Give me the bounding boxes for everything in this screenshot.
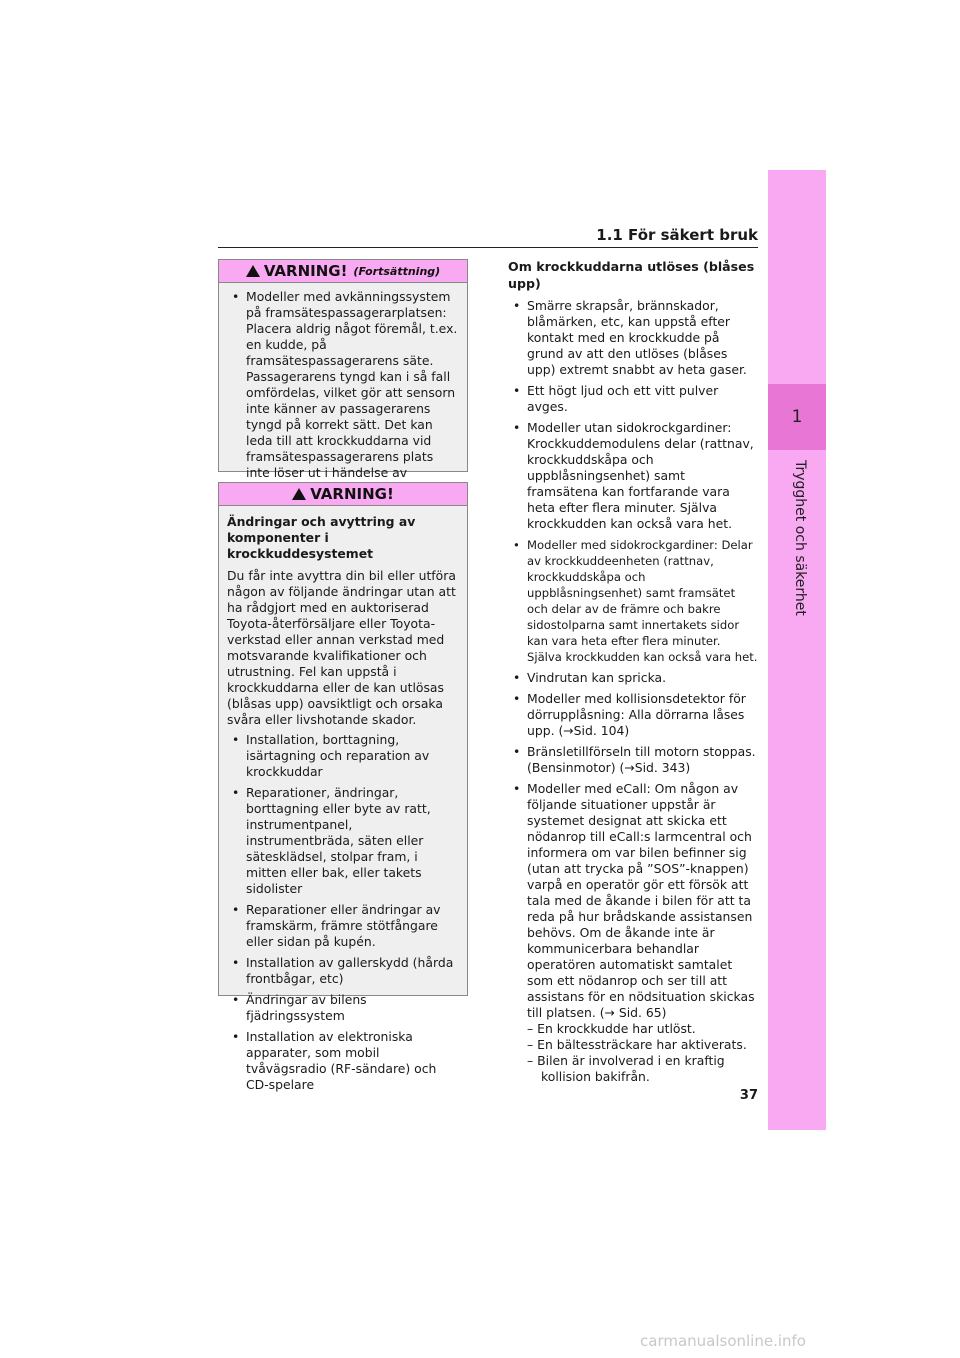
dash-item: – En bältessträckare har aktiverats.: [527, 1037, 747, 1052]
warning-box-continued: [218, 259, 468, 480]
watermark-text: carmanualsonline.info: [640, 1332, 806, 1350]
warning-title: VARNING!: [310, 485, 394, 503]
warning-subhead: Ändringar och avyttring av komponenter i krockkuddesystemet: [227, 514, 416, 561]
section-heading: Om krockkuddarna utlöses (blåses upp): [508, 259, 755, 291]
warning1-list: [227, 289, 459, 497]
dash-item: – En krockkudde har utlöst.: [527, 1021, 696, 1036]
ecall-conditions: [508, 1021, 758, 1085]
deploy-list: [508, 298, 758, 1021]
list-item: • Ändringar av bilens fjädringssystem: [227, 992, 459, 1024]
list-item: • Modeller med eCall: Om någon av följande situationer uppstår är systemet designat att skicka ett nödanrop till eCall:s larmcentral och informera om var bilen befinner sig (utan att trycka på ”SOS”-knappen) varpå en operatör gör ett försök att tala med de åkande i bilen för att ta reda på hur brådskande assistansen behövs. Om de åkande inte är kommunicerbara behandlar operatören automatiskt samtalet som ett nödanrop och ser till att assistans för en nödsituation skickas till platsen. (→ Sid. 65): [508, 781, 758, 1021]
warning-icon: [292, 488, 306, 500]
list-item: • Modeller med kollisionsdetektor för dörrupplåsning: Alla dörrarna låses upp. (→Sid. 104): [508, 691, 758, 739]
list-item: • Vindrutan kan spricka.: [508, 670, 758, 686]
page-number: 37: [739, 1088, 758, 1103]
list-item: • Modeller med avkänningssystem på framsätespassagerarplatsen: Placera aldrig något föremål, t.ex. en kudde, på framsätespassagerarens säte. Passagerarens tyngd kan i så fall omfördelas, vilket gör att sensorn inte känner av passagerarens tyngd på korrekt sätt. Det kan leda till att krockkuddarna vid framsätespassagerarens plats inte löser ut i händelse av: [227, 289, 459, 497]
list-item: • Smärre skrapsår, brännskador, blåmärken, etc, kan uppstå efter kontakt med en krockkudde på grund av att den utlöses (blåses upp) extremt snabbt av heta gaser.: [508, 298, 758, 378]
list-item: • Installation av elektroniska apparater, som mobil tvåvägsradio (RF-sändare) och CD-spelare: [227, 1029, 459, 1093]
warning-continued: (Fortsättning): [353, 264, 441, 278]
warning2-list: [227, 732, 459, 1093]
section-header: 1.1 För säkert bruk: [218, 226, 758, 248]
warning-box-modifications: [218, 482, 468, 1092]
list-item: • Bränsletillförseln till motorn stoppas. (Bensinmotor) (→Sid. 343): [508, 744, 758, 776]
list-item: • Reparationer eller ändringar av framskärm, främre stötfångare eller sidan på kupén.: [227, 902, 459, 950]
list-item: • Installation av gallerskydd (hårda frontbågar, etc): [227, 955, 459, 987]
chapter-number: 1: [768, 384, 826, 450]
list-item: • Ett högt ljud och ett vitt pulver avges.: [508, 383, 758, 415]
warning-header: [219, 483, 467, 506]
airbag-deploy-section: [508, 258, 758, 1085]
list-item: • Reparationer, ändringar, borttagning eller byte av ratt, instrumentpanel, instrumentbräda, säten eller sätesklädsel, stolpar fram, i mitten eller bak, eller takets sidolister: [227, 785, 459, 897]
dash-item: – Bilen är involverad i en kraftig kollision bakifrån.: [527, 1053, 725, 1084]
list-item: • Installation, borttagning, isärtagning och reparation av krockkuddar: [227, 732, 459, 780]
warning-header: [219, 260, 467, 283]
chapter-side-tab: [768, 170, 826, 1130]
warning-intro: Du får inte avyttra din bil eller utföra någon av följande ändringar utan att ha rådgjort med en auktoriserad Toyota-återförsäljare eller Toyota-verkstad eller annan verkstad med motsvarande kvalifikationer och utrustning. Fel kan uppstå i krockkuddarna eller de kan utlösas (blåsas upp) oavsiktligt och orsaka svåra eller livshotande skador.: [227, 568, 456, 727]
list-item: • Modeller med sidokrockgardiner: Delar av krockkuddeenheten (rattnav, krockkuddskåpa och uppblåsningsenhet) samt framsätet och delar av de främre och bakre sidostolparna samt innertakets sidor kan vara heta efter flera minuter. Själva krockkudden kan också vara het.: [508, 537, 758, 665]
warning-title: VARNING!: [263, 262, 348, 280]
list-item: • Modeller utan sidokrockgardiner: Krockkuddemodulens delar (rattnav, krockkuddskåpa och uppblåsningsenhet) samt framsätena kan fortfarande vara heta efter flera minuter. Själva krockkudden kan också vara het.: [508, 420, 758, 532]
warning-icon: [246, 265, 260, 277]
chapter-label: Trygghet och säkerhet: [792, 460, 808, 616]
